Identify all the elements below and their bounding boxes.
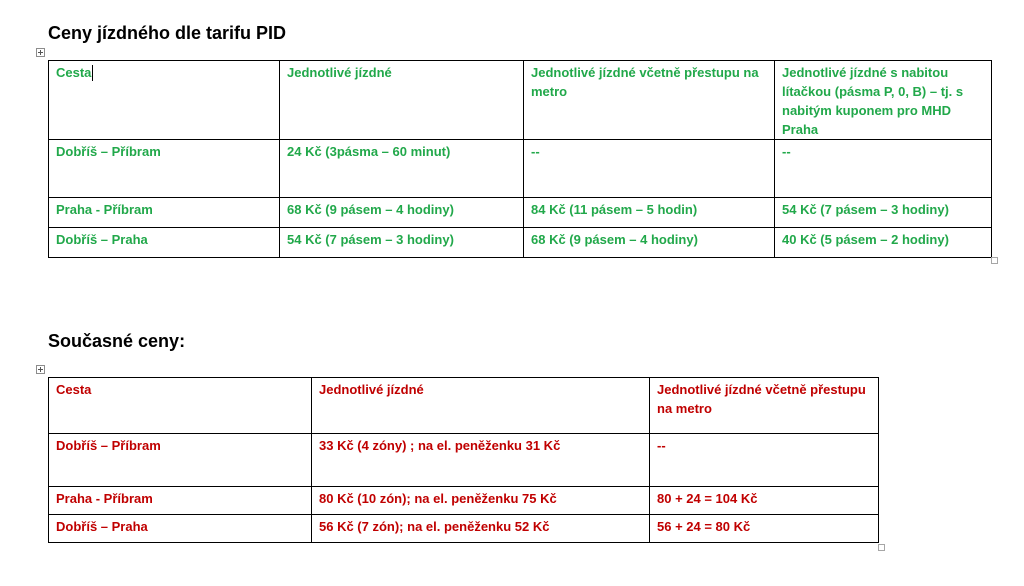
section-title-current-prices: Současné ceny: bbox=[48, 331, 186, 351]
table-cell[interactable]: Dobříš – Praha bbox=[49, 515, 312, 543]
table-row bbox=[49, 434, 879, 487]
table-cell[interactable]: 54 Kč (7 pásem – 3 hodiny) bbox=[280, 228, 524, 258]
table-header-cell[interactable]: Cesta bbox=[49, 61, 280, 140]
table-row bbox=[49, 515, 879, 543]
table-move-handle-icon[interactable] bbox=[36, 365, 45, 374]
table-resize-handle-icon[interactable] bbox=[991, 257, 998, 264]
table-cell[interactable]: 80 Kč (10 zón); na el. peněženku 75 Kč bbox=[312, 487, 650, 515]
table-cell[interactable]: 54 Kč (7 pásem – 3 hodiny) bbox=[775, 198, 992, 228]
text-cursor bbox=[92, 65, 93, 81]
table-cell[interactable]: -- bbox=[775, 140, 992, 198]
table-cell[interactable]: 56 + 24 = 80 Kč bbox=[650, 515, 879, 543]
table-cell[interactable]: 24 Kč (3pásma – 60 minut) bbox=[280, 140, 524, 198]
section-title-pid-tariff: Ceny jízdného dle tarifu PID bbox=[48, 23, 287, 43]
table-cell[interactable]: Dobříš – Příbram bbox=[49, 434, 312, 487]
table-header-cell[interactable]: Jednotlivé jízdné bbox=[312, 378, 650, 434]
table-cell[interactable]: 68 Kč (9 pásem – 4 hodiny) bbox=[280, 198, 524, 228]
table-cell[interactable]: 56 Kč (7 zón); na el. peněženku 52 Kč bbox=[312, 515, 650, 543]
table-row bbox=[49, 487, 879, 515]
pid-tariff-table bbox=[48, 60, 992, 258]
table-cell[interactable]: 84 Kč (11 pásem – 5 hodin) bbox=[524, 198, 775, 228]
table-row bbox=[49, 228, 992, 258]
table-header-cell[interactable]: Cesta bbox=[49, 378, 312, 434]
table-cell[interactable]: 68 Kč (9 pásem – 4 hodiny) bbox=[524, 228, 775, 258]
table-header-row bbox=[49, 378, 879, 434]
table-cell[interactable]: -- bbox=[524, 140, 775, 198]
table-cell[interactable]: 40 Kč (5 pásem – 2 hodiny) bbox=[775, 228, 992, 258]
table-cell[interactable]: -- bbox=[650, 434, 879, 487]
table-resize-handle-icon[interactable] bbox=[878, 544, 885, 551]
table-cell[interactable]: Praha - Příbram bbox=[49, 487, 312, 515]
table-cell[interactable]: 80 + 24 = 104 Kč bbox=[650, 487, 879, 515]
table-header-cell[interactable]: Jednotlivé jízdné bbox=[280, 61, 524, 140]
table-header-row bbox=[49, 61, 992, 140]
current-prices-table bbox=[48, 377, 879, 543]
table-cell[interactable]: Praha - Příbram bbox=[49, 198, 280, 228]
table-move-handle-icon[interactable] bbox=[36, 48, 45, 57]
table-cell[interactable]: Dobříš – Praha bbox=[49, 228, 280, 258]
table-header-cell[interactable]: Jednotlivé jízdné včetně přestupu na metro bbox=[524, 61, 775, 140]
table-header-cell[interactable]: Jednotlivé jízdné včetně přestupu na metro bbox=[650, 378, 879, 434]
table-header-cell[interactable]: Jednotlivé jízdné s nabitou lítačkou (pásma P, 0, B) – tj. s nabitým kuponem pro MHD Praha bbox=[775, 61, 992, 140]
table-row bbox=[49, 198, 992, 228]
table-row bbox=[49, 140, 992, 198]
table-cell[interactable]: Dobříš – Příbram bbox=[49, 140, 280, 198]
table-cell[interactable]: 33 Kč (4 zóny) ; na el. peněženku 31 Kč bbox=[312, 434, 650, 487]
